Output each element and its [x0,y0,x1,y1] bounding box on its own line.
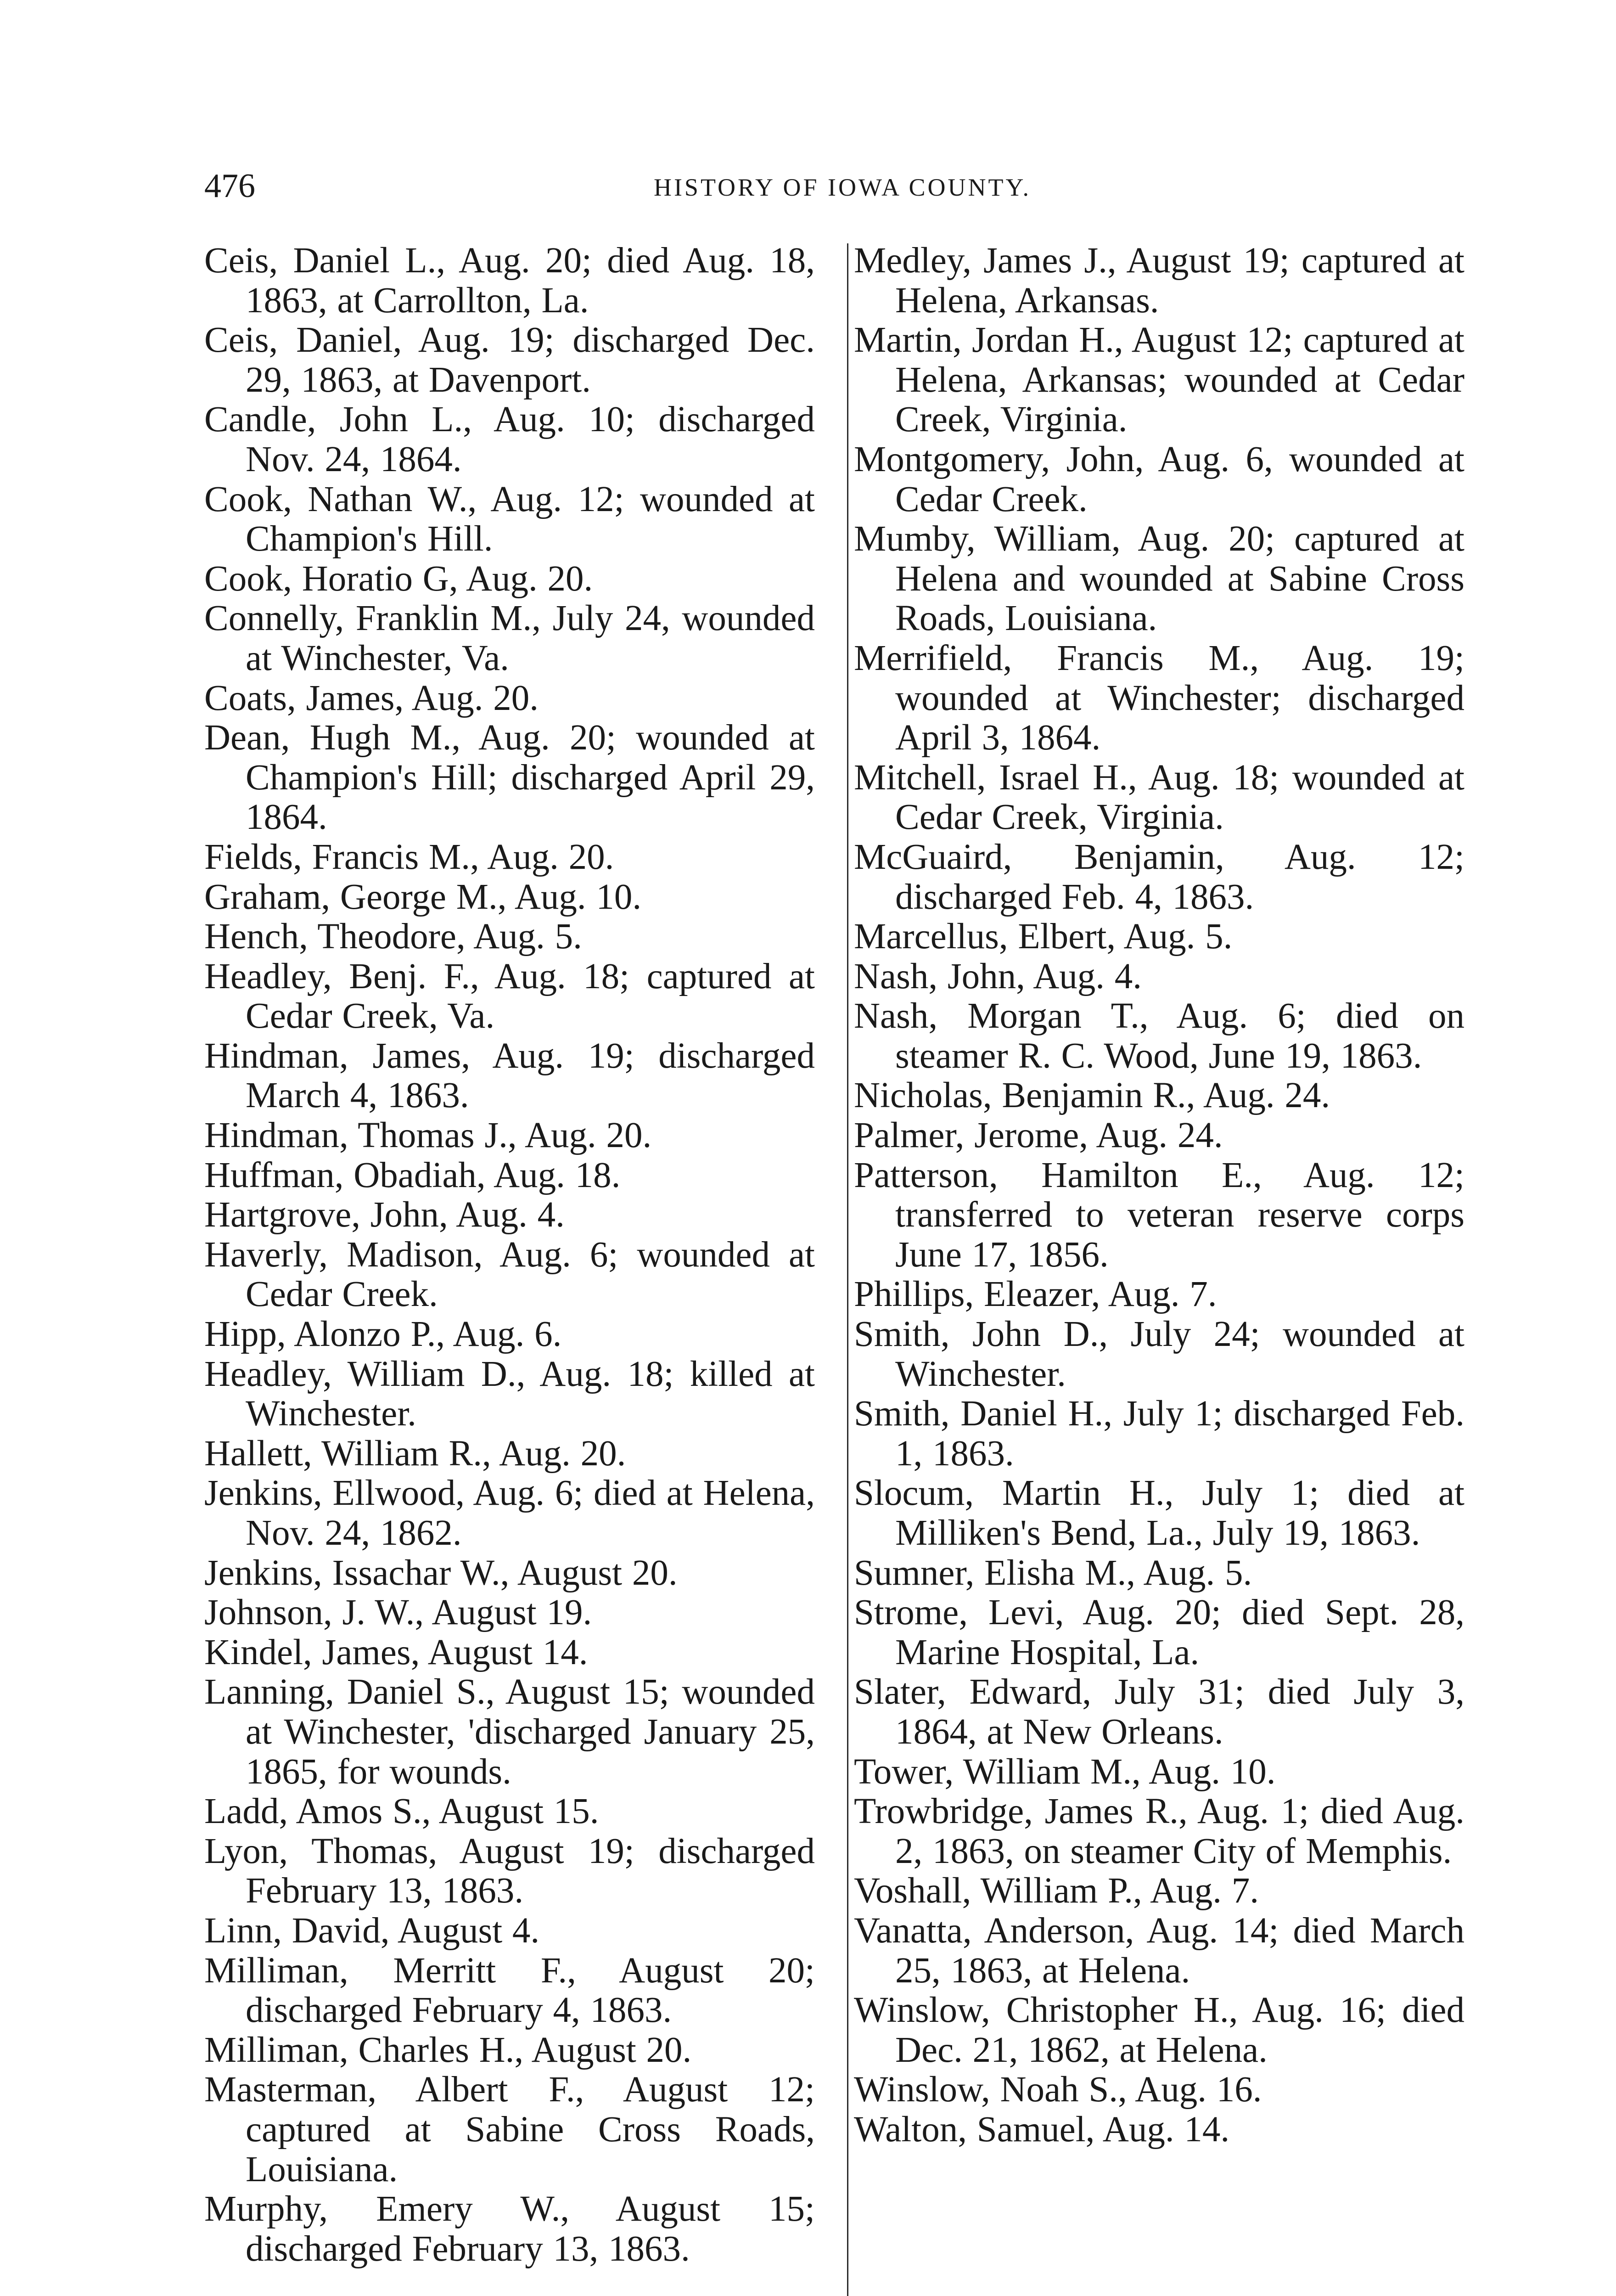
roster-entry: Montgomery, John, Aug. 6, wounded at Cedar Creek. [854,439,1464,519]
roster-entry: Huffman, Obadiah, Aug. 18. [204,1155,621,1195]
roster-entry: Smith, John D., July 24; wounded at Winchester. [854,1314,1464,1394]
roster-entry: Ladd, Amos S., August 15. [204,1791,599,1832]
roster-entry: Coats, James, Aug. 20. [204,678,539,718]
page-header [204,163,1481,214]
roster-entry: Lyon, Thomas, August 19; discharged February 13, 1863. [204,1831,815,1911]
roster-entry: Hartgrove, John, Aug. 4. [204,1195,565,1235]
roster-entry: Cook, Nathan W., Aug. 12; wounded at Champion's Hill. [204,479,815,559]
roster-entry: Lanning, Daniel S., August 15; wounded at Winchester, 'discharged January 25, 1865, for wounds. [204,1672,815,1792]
roster-entry: Murphy, Emery W., August 15; discharged February 13, 1863. [204,2189,815,2269]
roster-entry: Mumby, William, Aug. 20; captured at Helena and wounded at Sabine Cross Roads, Louisiana. [854,519,1464,639]
roster-entry: Kindel, James, August 14. [204,1632,588,1672]
roster-entry: Hallett, William R., Aug. 20. [204,1433,626,1474]
roster-entry: Strome, Levi, Aug. 20; died Sept. 28, Marine Hospital, La. [854,1593,1464,1672]
roster-entry: Voshall, William P., Aug. 7. [854,1871,1259,1911]
roster-entry: Masterman, Albert F., August 12; captured at Sabine Cross Roads, Louisiana. [204,2070,815,2189]
roster-entry: Headley, William D., Aug. 18; killed at Winchester. [204,1354,815,1434]
roster-entry: Phillips, Eleazer, Aug. 7. [854,1274,1217,1315]
roster-entry: Fields, Francis M., Aug. 20. [204,837,614,877]
roster-entry: Hipp, Alonzo P., Aug. 6. [204,1314,562,1355]
roster-entry: Nicholas, Benjamin R., Aug. 24. [854,1075,1330,1116]
column-divider [847,243,848,2296]
roster-entry: Slocum, Martin H., July 1; died at Milliken's Bend, La., July 19, 1863. [854,1473,1464,1553]
roster-entry: Walton, Samuel, Aug. 14. [854,2109,1230,2150]
roster-entry: Winslow, Noah S., Aug. 16. [854,2070,1262,2110]
roster-entry: Hindman, Thomas J., Aug. 20. [204,1115,652,1156]
roster-entry: Headley, Benj. F., Aug. 18; captured at Cedar Creek, Va. [204,956,815,1036]
right-column [854,241,1464,2150]
page-number: 476 [204,167,255,205]
roster-entry: Cook, Horatio G, Aug. 20. [204,558,593,599]
roster-entry: Palmer, Jerome, Aug. 24. [854,1115,1223,1156]
roster-entry: Milliman, Merritt F., August 20; discharged February 4, 1863. [204,1950,815,2031]
roster-entry: Graham, George M., Aug. 10. [204,877,642,917]
roster-entry: Nash, Morgan T., Aug. 6; died on steamer R. C. Wood, June 19, 1863. [854,996,1464,1076]
roster-entry: Winslow, Christopher H., Aug. 16; died Dec. 21, 1862, at Helena. [854,1990,1464,2070]
roster-entry: Jenkins, Ellwood, Aug. 6; died at Helena, Nov. 24, 1862. [204,1473,815,1553]
roster-entry: Hench, Theodore, Aug. 5. [204,917,582,957]
roster-entry: Candle, John L., Aug. 10; discharged Nov. 24, 1864. [204,400,815,479]
roster-entry: Mitchell, Israel H., Aug. 18; wounded at Cedar Creek, Virginia. [854,757,1464,838]
roster-entry: Connelly, Franklin M., July 24, wounded at Winchester, Va. [204,598,815,678]
roster-entry: Milliman, Charles H., August 20. [204,2030,692,2070]
roster-entry: Jenkins, Issachar W., August 20. [204,1553,678,1593]
roster-entry: Marcellus, Elbert, Aug. 5. [854,917,1233,957]
roster-entry: Johnson, J. W., August 19. [204,1593,592,1633]
roster-entry: Medley, James J., August 19; captured at Helena, Arkansas. [854,241,1464,321]
running-title: HISTORY OF IOWA COUNTY. [653,174,1032,201]
roster-entry: Nash, John, Aug. 4. [854,956,1142,996]
roster-entry: Patterson, Hamilton E., Aug. 12; transferred to veteran reserve corps June 17, 1856. [854,1155,1464,1275]
roster-entry: Vanatta, Anderson, Aug. 14; died March 25, 1863, at Helena. [854,1910,1464,1991]
roster-entry: Trowbridge, James R., Aug. 1; died Aug. 2, 1863, on steamer City of Memphis. [854,1791,1464,1871]
roster-entry: Martin, Jordan H., August 12; captured at Helena, Arkansas; wounded at Cedar Creek, Virginia. [854,320,1464,440]
roster-entry: Sumner, Elisha M., Aug. 5. [854,1553,1252,1593]
roster-entry: Slater, Edward, July 31; died July 3, 1864, at New Orleans. [854,1672,1464,1752]
roster-entry: Haverly, Madison, Aug. 6; wounded at Cedar Creek. [204,1234,815,1315]
left-column [204,241,815,2269]
roster-entry: Ceis, Daniel L., Aug. 20; died Aug. 18, 1863, at Carrollton, La. [204,241,815,321]
roster-entry: Ceis, Daniel, Aug. 19; discharged Dec. 29, 1863, at Davenport. [204,320,815,400]
roster-entry: Smith, Daniel H., July 1; discharged Feb. 1, 1863. [854,1394,1464,1474]
roster-entry: Linn, David, August 4. [204,1910,540,1951]
roster-entry: Hindman, James, Aug. 19; discharged March 4, 1863. [204,1035,815,1116]
roster-entry: McGuaird, Benjamin, Aug. 12; discharged Feb. 4, 1863. [854,837,1464,917]
roster-entry: Merrifield, Francis M., Aug. 19; wounded at Winchester; discharged April 3, 1864. [854,638,1464,758]
roster-entry: Tower, William M., Aug. 10. [854,1751,1276,1792]
roster-entry: Dean, Hugh M., Aug. 20; wounded at Champion's Hill; discharged April 29, 1864. [204,718,815,838]
